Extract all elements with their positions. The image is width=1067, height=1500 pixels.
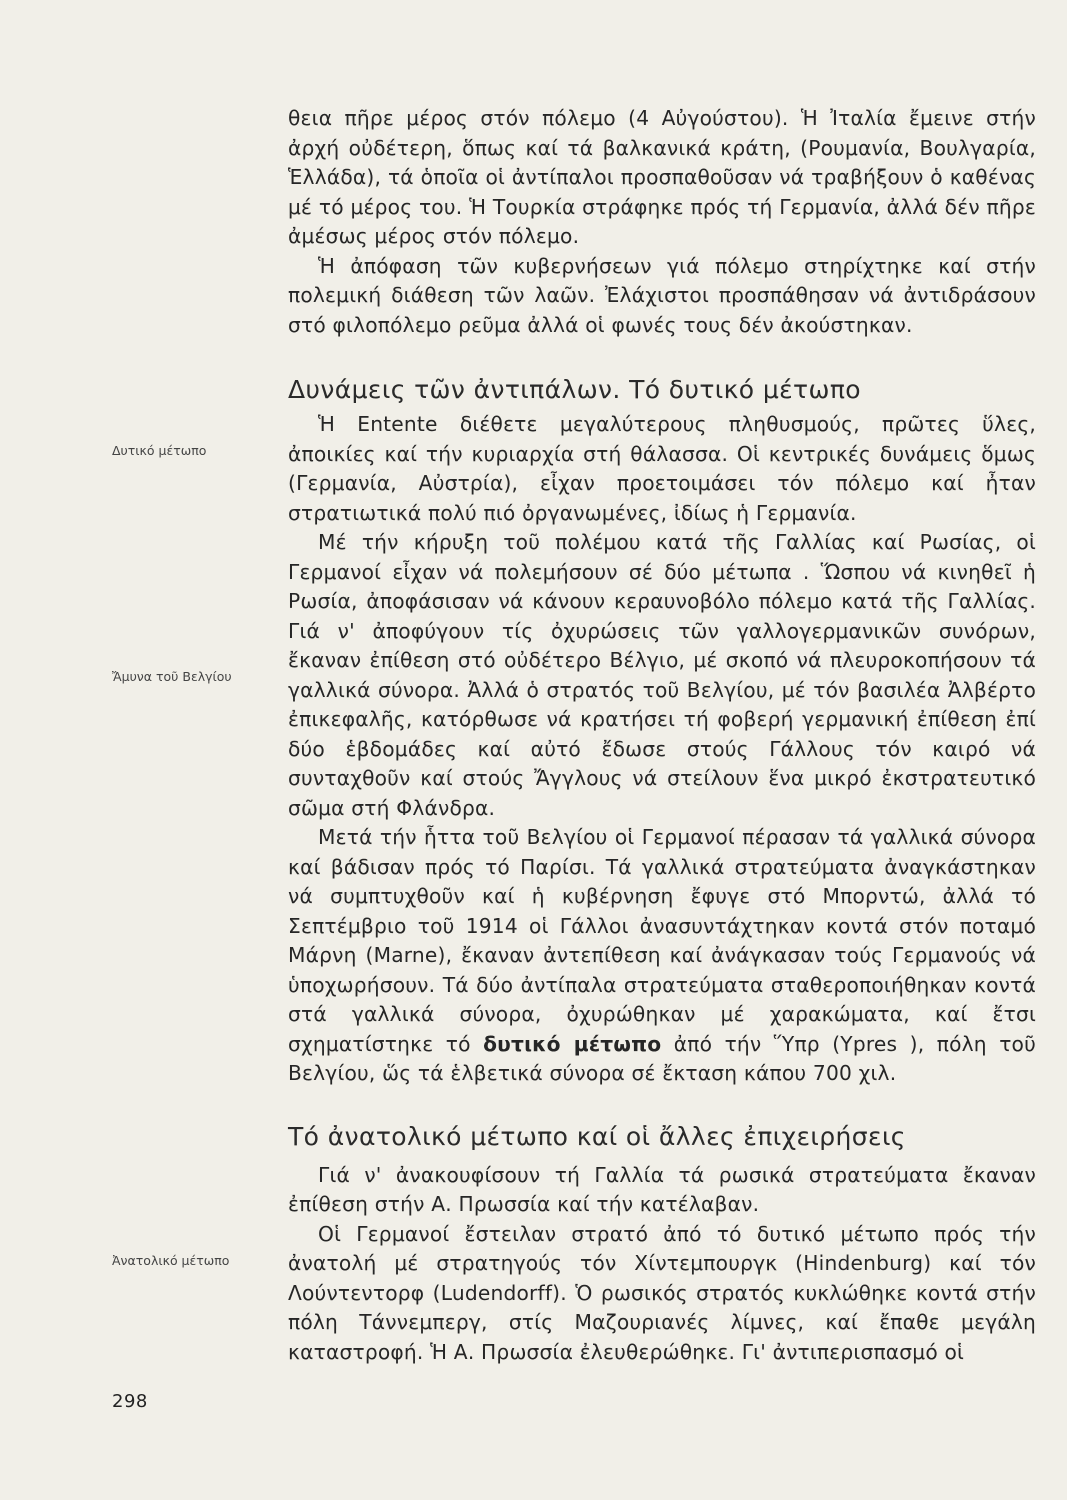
paragraph-two-fronts: Μέ τήν κήρυξη τοῦ πολέμου κατά τῆς Γαλλίας καί Ρωσίας, οἱ Γερμανοί εἶχαν νά πολεμήσουν σέ δύο μέτωπα . Ὥσπου νά κινηθεῖ ἡ Ρωσία, ἀποφάσισαν νά κάνουν κεραυνοβόλο πόλεμο κατά τῆς Γαλλίας. Γιά ν' ἀποφύγουν τίς ὀχυρώσεις τῶν γαλλογερμανικῶν συνόρων, ἔκαναν ἐπίθεση στό οὐδέτερο Βέλγιο, μέ σκοπό νά πλευροκοπήσουν τά γαλλικά σύνορα. Ἀλλά ὁ στρατός τοῦ Βελγίου, μέ τόν βασιλέα Ἀλβέρτο ἐπικεφαλῆς, κατόρθωσε νά κρατήσει τή φοβερή γερμανική ἐπίθεση ἐπί δύο ἑβδομάδες καί αὐτό ἔδωσε στούς Γάλλους τόν καιρό νά συνταχθοῦν καί στούς Ἄγγλους νά στείλουν ἕνα μικρό ἐκστρατευτικό σῶμα στή Φλάνδρα. <box>288 530 1036 820</box>
paragraph-entente: Ἡ Entente διέθετε μεγαλύτερους πληθυσμούς, πρῶτες ὕλες, ἀποικίες καί τήν κυριαρχία στή θάλασσα. Οἱ κεντρικές δυνάμεις ὅμως (Γερμανία, Αὐστρία), εἶχαν προετοιμάσει τόν πόλεμο καί ἦταν στρατιωτικά πολύ πιό ὀργανωμένες, ἰδίως ἡ Γερμανία. <box>288 412 1036 525</box>
body-text <box>288 104 1036 1367</box>
bold-term-western-front: δυτικό μέτωπο <box>483 1031 662 1056</box>
section-heading-western-front: Δυνάμεις τῶν ἀντιπάλων. Τό δυτικό μέτωπο <box>288 375 861 404</box>
margin-note-belgium-defense: Ἄμυνα τοῦ Βελγίου <box>112 669 232 684</box>
paragraph-marne-text-b: ἀπό τήν Ὕπρ (Ypres ), πόλη τοῦ Βελγίου, ὥς τά ἑλβετικά σύνορα σέ ἔκταση κάπου 700 χιλ. <box>288 1031 1036 1085</box>
page-number: 298 <box>112 1391 148 1412</box>
paragraph-intro-1: θεια πῆρε μέρος στόν πόλεμο (4 Αὐγούστου). Ἡ Ἰταλία ἔμεινε στήν ἀρχή οὐδέτερη, ὅπως καί τά βαλκανικά κράτη, (Ρουμανία, Βουλγαρία, Ἑλλάδα), τά ὁποῖα οἱ ἀντίπαλοι προσπαθοῦσαν νά τραβήξουν ὁ καθένας μέ τό μέρος του. Ἡ Τουρκία στράφηκε πρός τή Γερμανία, ἀλλά δέν πῆρε ἀμέσως μέρος στόν πόλεμο. <box>288 106 1036 248</box>
margin-note-eastern-front: Ἀνατολικό μέτωπο <box>112 1253 230 1268</box>
paragraph-marne-text-a: Μετά τήν ἧττα τοῦ Βελγίου οἱ Γερμανοί πέρασαν τά γαλλικά σύνορα καί βάδισαν πρός τό Παρίσι. Τά γαλλικά στρατεύματα ἀναγκάστηκαν νά συμπτυχθοῦν καί ἡ κυβέρνηση ἔφυγε στό Μπορντώ, ἀλλά τό Σεπτέμβριο τοῦ 1914 οἱ Γάλλοι ἀνασυντάχτηκαν κοντά στόν ποταμό Μάρνη (Marne), ἔκαναν ἀντεπίθεση καί ἀνάγκασαν τούς Γερμανούς νά ὑποχωρήσουν. Τά δύο ἀντίπαλα στρατεύματα σταθεροποιήθηκαν κοντά στά γαλλικά σύνορα, ὀχυρώθηκαν μέ χαρακώματα, καί ἔτσι σχηματίστηκε τό <box>288 825 1036 1056</box>
paragraph-tannenberg: Οἱ Γερμανοί ἔστειλαν στρατό ἀπό τό δυτικό μέτωπο πρός τήν ἀνατολή μέ στρατηγούς τόν Χίντεμπουργκ (Hindenburg) καί τόν Λούντεντορφ (Ludendorff). Ὁ ρωσικός στρατός κυκλώθηκε κοντά στήν πόλη Τάννεμπεργ, στίς Μαζουριανές λίμνες, καί ἔπαθε μεγάλη καταστροφή. Ἡ Α. Πρωσσία ἐλευθερώθηκε. Γι' ἀντιπερισπασμό οἱ <box>288 1221 1036 1364</box>
paragraph-russian-attack: Γιά ν' ἀνακουφίσουν τή Γαλλία τά ρωσικά στρατεύματα ἔκαναν ἐπίθεση στήν Α. Πρωσσία καί τήν κατέλαβαν. <box>288 1162 1036 1216</box>
section-heading-eastern-front: Τό ἀνατολικό μέτωπο καί οἱ ἄλλες ἐπιχειρήσεις <box>288 1121 906 1151</box>
margin-note-western-front: Δυτικό μέτωπο <box>112 443 207 458</box>
paragraph-marne <box>288 823 1036 1089</box>
paragraph-intro-2: Ἡ ἀπόφαση τῶν κυβερνήσεων γιά πόλεμο στηρίχτηκε καί στήν πολεμική διάθεση τῶν λαῶν. Ἐλάχιστοι προσπάθησαν νά ἀντιδράσουν στό φιλοπόλεμο ρεῦμα ἀλλά οἱ φωνές τους δέν ἀκούστηκαν. <box>288 253 1036 337</box>
